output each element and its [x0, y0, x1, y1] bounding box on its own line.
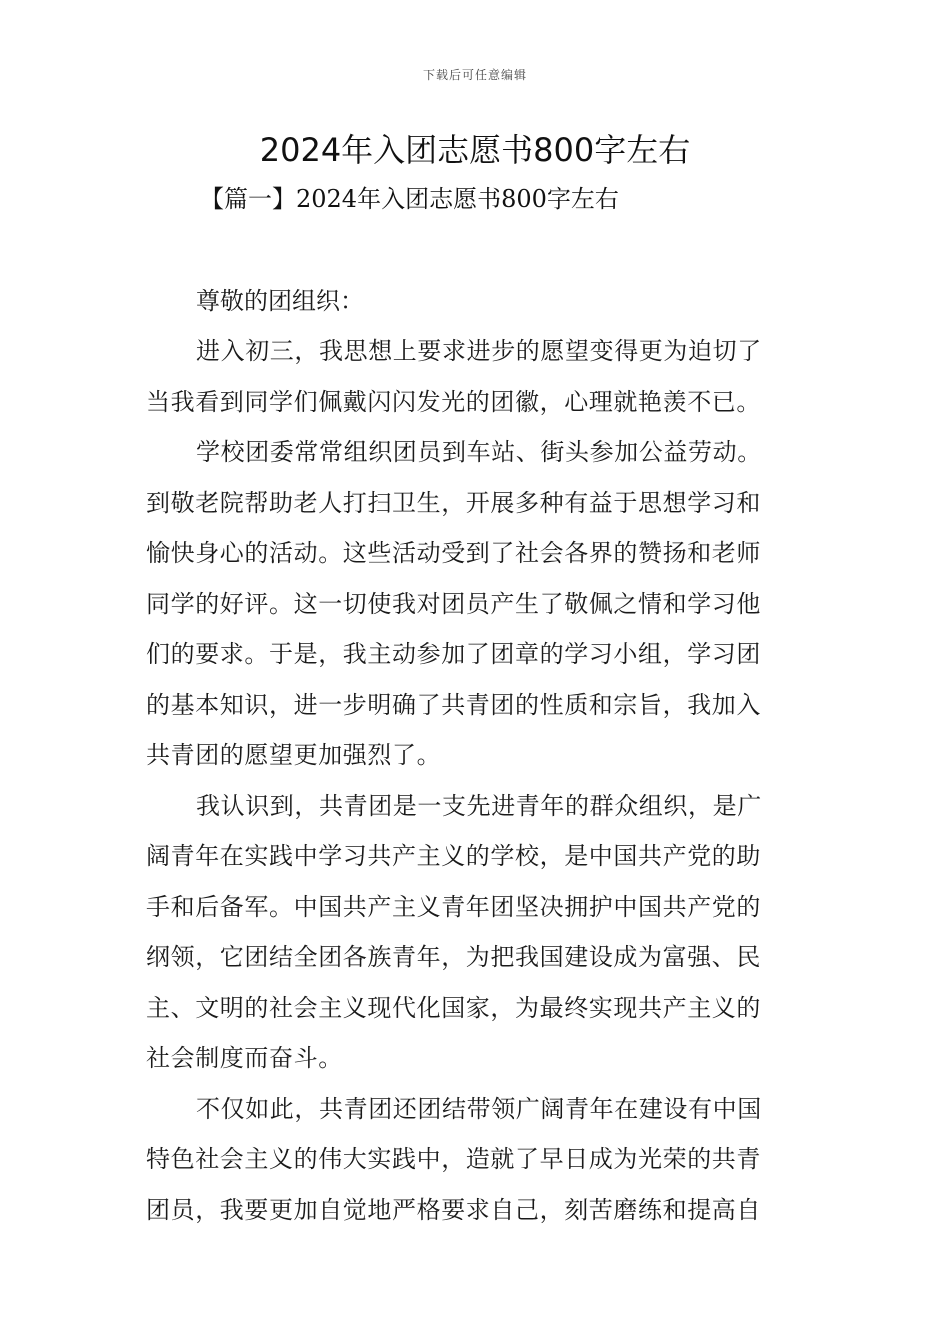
document-body [146, 276, 806, 1235]
body-line: 社会制度而奋斗。 [146, 1044, 343, 1072]
salutation: 尊敬的团组织： [196, 287, 364, 315]
body-line: 到敬老院帮助老人打扫卫生，开展多种有益于思想学习和 [146, 488, 761, 517]
body-line: 特色社会主义的伟大实践中，造就了早日成为光荣的共青 [146, 1145, 761, 1173]
body-line: 的基本知识，进一步明确了共青团的性质和宗旨，我加入 [146, 690, 761, 719]
body-line: 不仅如此，共青团还团结带领广阔青年在建设有中国 [196, 1094, 762, 1123]
body-line: 当我看到同学们佩戴闪闪发光的团徽，心理就艳羡不已。 [146, 387, 761, 416]
body-line: 阔青年在实践中学习共产主义的学校，是中国共产党的助 [146, 842, 761, 870]
body-line: 我认识到，共青团是一支先进青年的群众组织，是广 [196, 791, 762, 820]
body-line: 同学的好评。这一切使我对团员产生了敬佩之情和学习他 [146, 589, 761, 618]
body-line: 纲领，它团结全团各族青年，为把我国建设成为富强、民 [146, 943, 761, 971]
section-title: 【篇一】2024年入团志愿书800字左右 [200, 185, 619, 213]
body-line: 愉快身心的活动。这些活动受到了社会各界的赞扬和老师 [146, 539, 761, 567]
body-line: 们的要求。于是，我主动参加了团章的学习小组，学习团 [146, 640, 761, 668]
document-title: 2024年入团志愿书800字左右 [259, 131, 691, 169]
body-line: 学校团委常常组织团员到车站、街头参加公益劳动。 [196, 438, 762, 466]
body-line: 主、文明的社会主义现代化国家，为最终实现共产主义的 [146, 993, 761, 1022]
body-line: 共青团的愿望更加强烈了。 [146, 741, 442, 769]
body-line: 团员，我要更加自觉地严格要求自己，刻苦磨练和提高自 [146, 1195, 761, 1224]
body-lines [146, 326, 806, 1235]
body-line: 手和后备军。中国共产主义青年团坚决拥护中国共产党的 [146, 892, 761, 921]
body-line: 进入初三，我思想上要求进步的愿望变得更为迫切了 [196, 337, 762, 365]
header-note: 下载后可任意编辑 [422, 68, 527, 82]
